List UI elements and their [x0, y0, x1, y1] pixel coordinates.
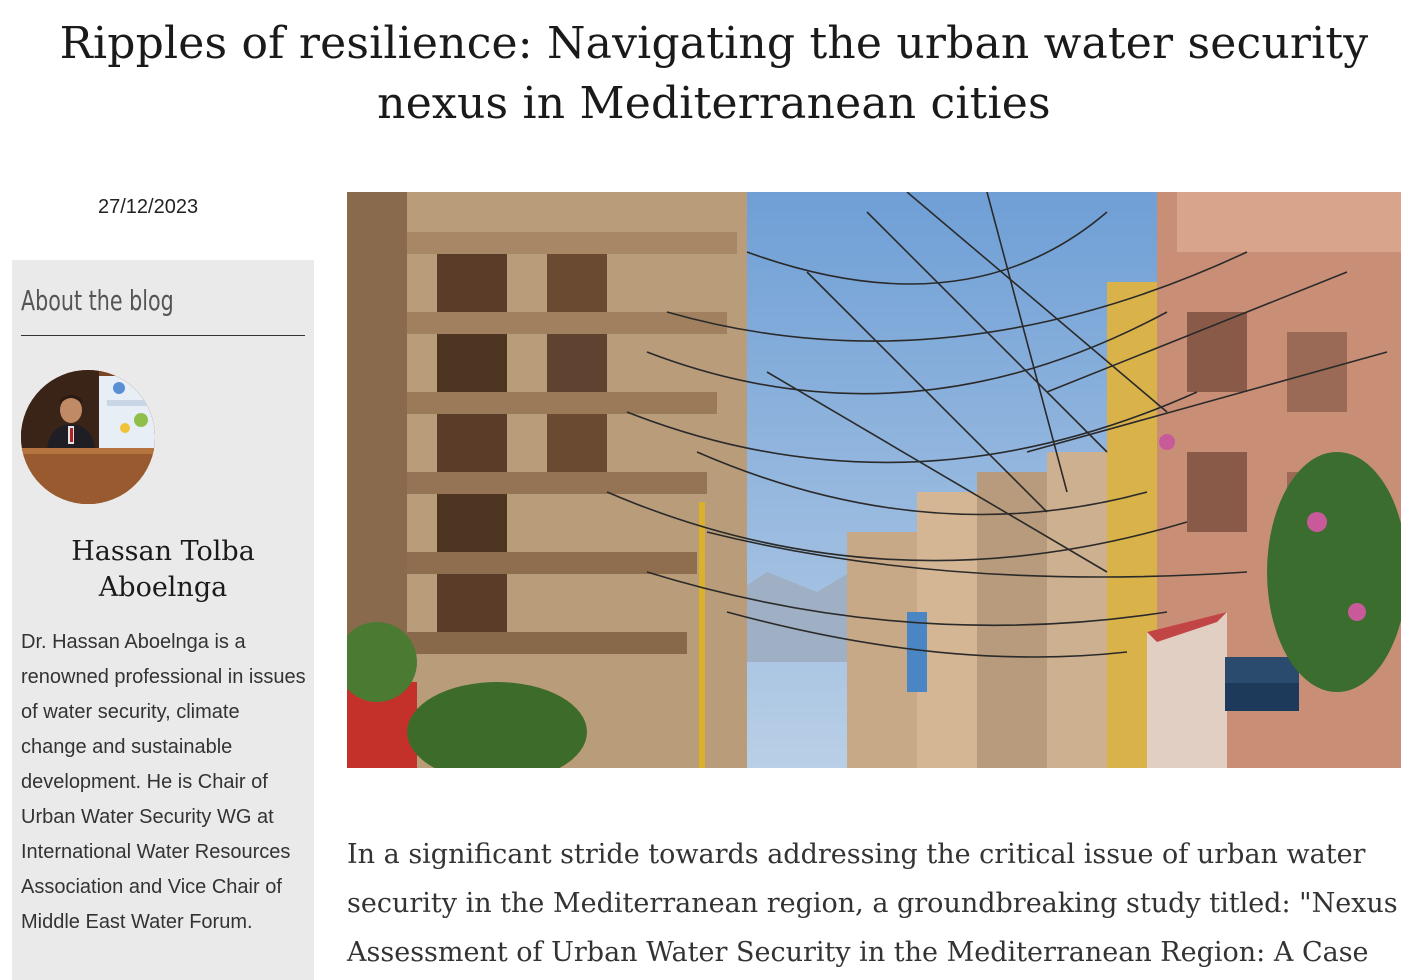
- street-photo: [347, 192, 1401, 768]
- author-photo: [21, 370, 155, 504]
- hero-image: [347, 192, 1401, 768]
- sidebar-heading: About the blog: [21, 284, 174, 317]
- author-bio: Dr. Hassan Aboelnga is a renowned professional in issues of water security, climate change and sustainable development. He is Chair of Urban Water Security WG at International Water Resources Association and Vice Chair of Middle East Water Forum.: [21, 631, 306, 933]
- author-name[interactable]: Hassan Tolba Aboelnga: [71, 536, 255, 603]
- author-avatar: [21, 370, 155, 504]
- article-body: In a significant stride towards addressing the critical issue of urban water security in the Mediterranean region, a groundbreaking study titled: "Nexus Assessment of Urban Water Security in the Mediterranean Region: A Case: [347, 839, 1398, 968]
- sidebar-divider: [21, 335, 305, 336]
- sidebar-about-blog: [12, 260, 314, 980]
- post-date: 27/12/2023: [98, 196, 199, 218]
- page-title: Ripples of resilience: Navigating the urban water security nexus in Mediterranean cities: [59, 18, 1369, 129]
